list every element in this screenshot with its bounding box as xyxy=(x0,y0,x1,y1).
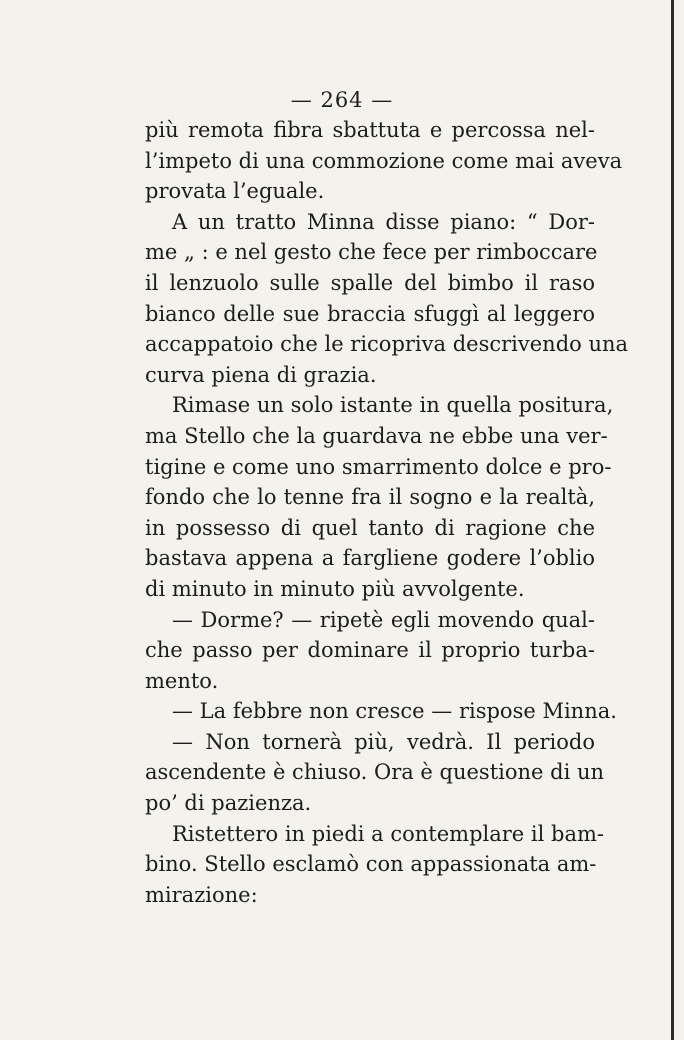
text-line: — Non tornerà più, vedrà. Il periodo xyxy=(172,729,595,754)
text-line: ma Stello che la guardava ne ebbe una ver- xyxy=(145,423,608,448)
text-line: — La febbre non cresce — rispose Minna. xyxy=(172,699,617,724)
text-line: ascendente è chiuso. Ora è questione di un xyxy=(145,760,605,785)
text-line: A un tratto Minna disse piano: “ Dor- xyxy=(172,209,595,234)
text-line: Ristettero in piedi a contemplare il bam- xyxy=(172,821,604,846)
text-line: mirazione: xyxy=(145,882,258,907)
text-line: fondo che lo tenne fra il sogno e la realtà, xyxy=(145,485,595,510)
text-line: che passo per dominare il proprio turba- xyxy=(145,638,595,663)
text-line: curva piena di grazia. xyxy=(145,362,377,387)
text-line: — Dorme? — ripetè egli movendo qual- xyxy=(172,607,595,632)
text-line: me „ : e nel gesto che fece per rimboccare xyxy=(145,240,598,265)
text-line: il lenzuolo sulle spalle del bimbo il raso xyxy=(145,270,595,295)
text-line: più remota fibra sbattuta e percossa nel- xyxy=(145,118,595,142)
text-line: Rimase un solo istante in quella positura, xyxy=(172,393,614,418)
text-line: di minuto in minuto più avvolgente. xyxy=(145,576,525,601)
text-line: l’impeto di una commozione come mai aveva xyxy=(145,148,623,173)
text-line: accappatoio che le ricopriva descrivendo una xyxy=(145,332,629,357)
text-line: po’ di pazienza. xyxy=(145,791,312,816)
text-line: bino. Stello esclamò con appassionata am- xyxy=(145,852,597,877)
body-text xyxy=(145,115,629,910)
text-line: bianco delle sue braccia sfuggì al leggero xyxy=(145,301,595,326)
text-line: provata l’eguale. xyxy=(145,179,325,204)
text-line: mento. xyxy=(145,668,219,693)
page-number: — 264 — xyxy=(290,88,394,112)
text-line: bastava appena a fargliene godere l’oblio xyxy=(145,546,595,571)
page-edge xyxy=(671,0,674,1040)
text-line: tigine e come uno smarrimento dolce e pro- xyxy=(145,454,612,479)
text-line: in possesso di quel tanto di ragione che xyxy=(145,515,595,540)
